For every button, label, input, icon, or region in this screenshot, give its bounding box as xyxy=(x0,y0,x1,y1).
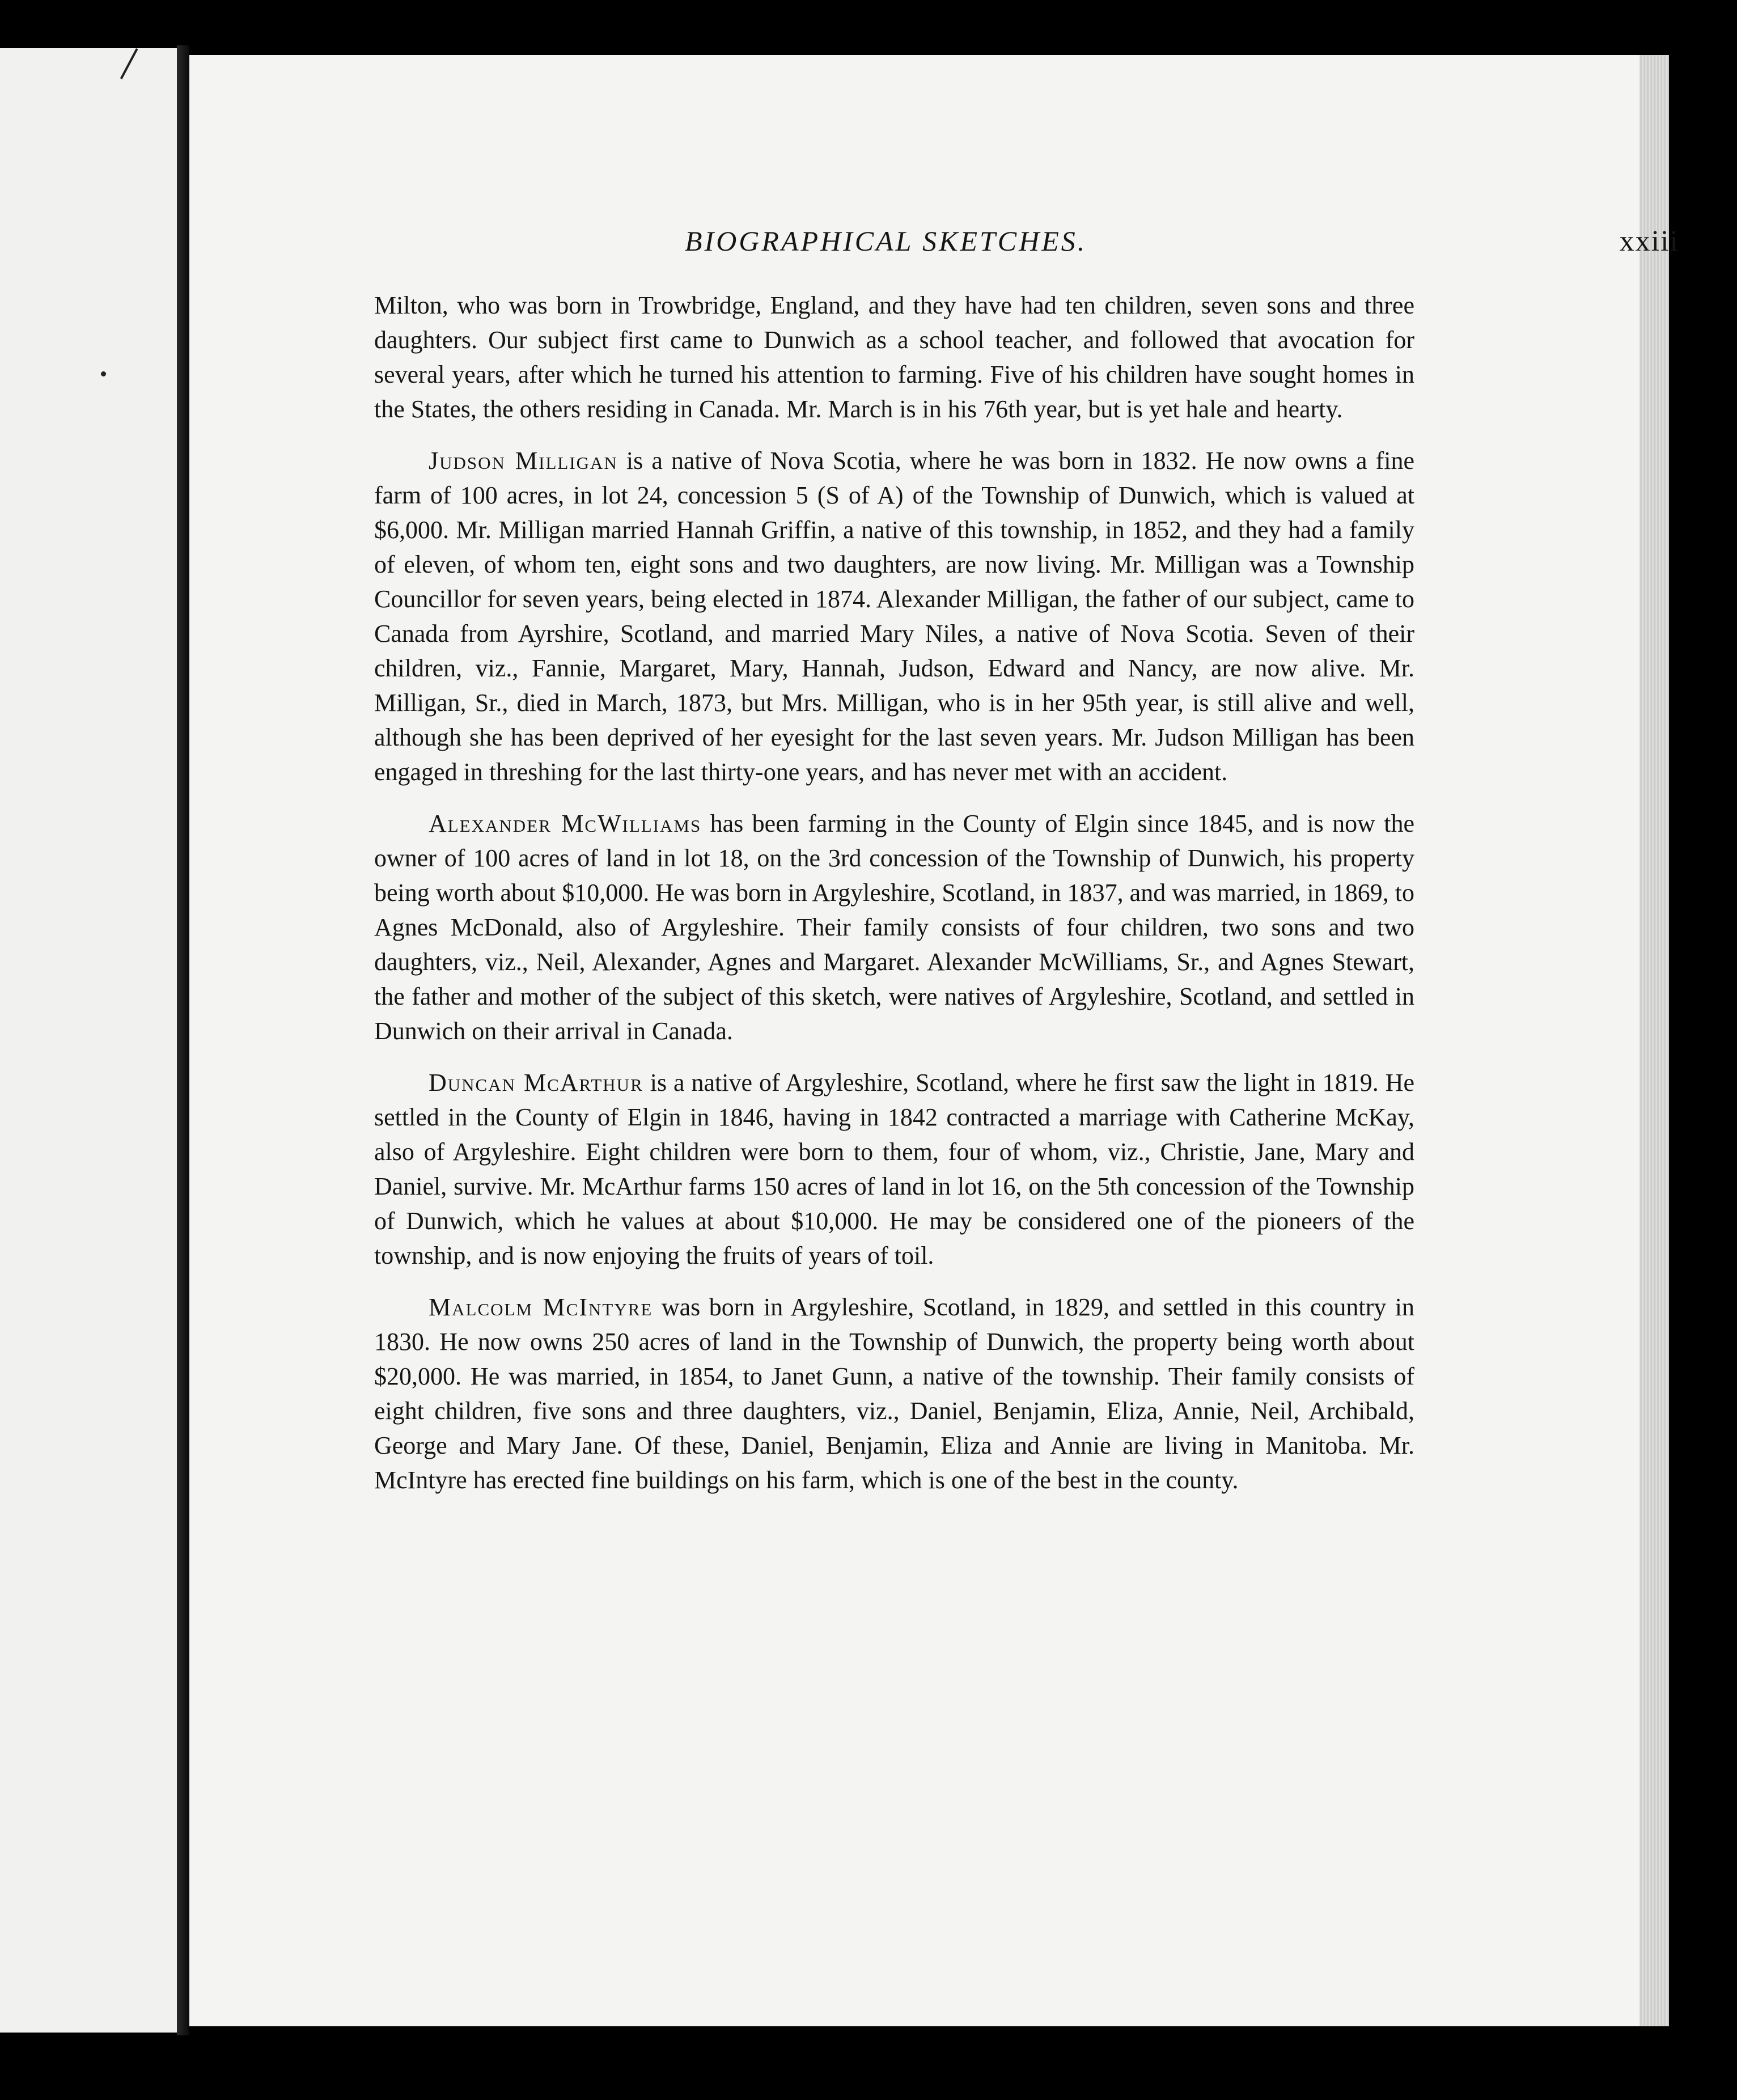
paragraph-continuation xyxy=(374,288,1414,426)
subject-name: Judson Milligan xyxy=(429,447,618,475)
subject-name: Duncan McArthur xyxy=(429,1069,643,1096)
paragraph-text: Milton, who was born in Trowbridge, England, and they have had ten children, seven sons and three daughters. Our subject first came to Dunwich as a school teacher, and followed that avocation for several years, after which he turned his attention to farming. Five of his children have sought homes in the States, the others residing in Canada. Mr. March is in his 76th year, but is yet hale and hearty. xyxy=(374,291,1414,423)
paragraph-judson-milligan xyxy=(374,443,1414,789)
paragraph-text: has been farming in the County of Elgin since 1845, and is now the owner of 100 acres of land in lot 18, on the 3rd concession of the Township of Dunwich, his property being worth about $10,000. He was born in Argyleshire, Scotland, in 1837, and was married, in 1869, to Agnes McDonald, also of Argyleshire. Their family consists of four children, two sons and two daughters, viz., Neil, Alexander, Agnes and Margaret. Alexander McWilliams, Sr., and Agnes Stewart, the father and mother of the subject of this sketch, were natives of Argyleshire, Scotland, and settled in Dunwich on their arrival in Canada. xyxy=(374,810,1414,1045)
page-number: xxiii xyxy=(1619,225,1679,257)
paragraph-text: is a native of Argyleshire, Scotland, where he first saw the light in 1819. He settled in the County of Elgin in 1846, having in 1842 contracted a marriage with Catherine McKay, also of Argyleshire. Eight children were born to them, four of whom, viz., Christie, Jane, Mary and Daniel, survive. Mr. McArthur farms 150 acres of land in lot 16, on the 5th concession of the Township of Dunwich, which he values at about $10,000. He may be considered one of the pioneers of the township, and is now enjoying the fruits of years of toil. xyxy=(374,1069,1415,1269)
book-gutter xyxy=(177,45,189,2035)
running-title: BIOGRAPHICAL SKETCHES. xyxy=(685,225,1087,257)
running-header xyxy=(481,168,1679,257)
page-edges xyxy=(1639,55,1669,2026)
paragraph-duncan-mcarthur xyxy=(374,1065,1414,1273)
paragraph-alexander-mcwilliams xyxy=(374,806,1414,1048)
paragraph-text: is a native of Nova Scotia, where he was born in 1832. He now owns a fine farm of 100 acres, in lot 24, concession 5 (S of A) of the Township of Dunwich, which is valued at $6,000. Mr. Milligan married Hannah Griffin, a native of this township, in 1852, and they had a family of eleven, of whom ten, eight sons and two daughters, are now living. Mr. Milligan was a Township Councillor for seven years, being elected in 1874. Alexander Milligan, the father of our subject, came to Canada from Ayrshire, Scotland, and married Mary Niles, a native of Nova Scotia. Seven of their children, viz., Fannie, Margaret, Mary, Hannah, Judson, Edward and Nancy, are now alive. Mr. Milligan, Sr., died in March, 1873, but Mrs. Milligan, who is in her 95th year, is still alive and well, although she has been deprived of her eyesight for the last seven years. Mr. Judson Milligan has been engaged in threshing for the last thirty-one years, and has never met with an accident. xyxy=(374,447,1414,786)
paragraph-malcolm-mcintyre xyxy=(374,1290,1414,1497)
subject-name: Malcolm McIntyre xyxy=(429,1293,653,1321)
facing-page-left xyxy=(0,48,177,2033)
margin-dot xyxy=(101,371,106,376)
pencil-mark xyxy=(120,48,138,79)
subject-name: Alexander McWilliams xyxy=(429,810,702,837)
page-body xyxy=(374,288,1414,1514)
paragraph-text: was born in Argyleshire, Scotland, in 1829, and settled in this country in 1830. He now owns 250 acres of land in the Township of Dunwich, the property being worth about $20,000. He was married, in 1854, to Janet Gunn, a native of the township. Their family consists of eight children, five sons and three daughters, viz., Daniel, Benjamin, Eliza, Annie, Neil, Archibald, George and Mary Jane. Of these, Daniel, Benjamin, Eliza and Annie are living in Manitoba. Mr. McIntyre has erected fine buildings on his farm, which is one of the best in the county. xyxy=(374,1293,1414,1494)
